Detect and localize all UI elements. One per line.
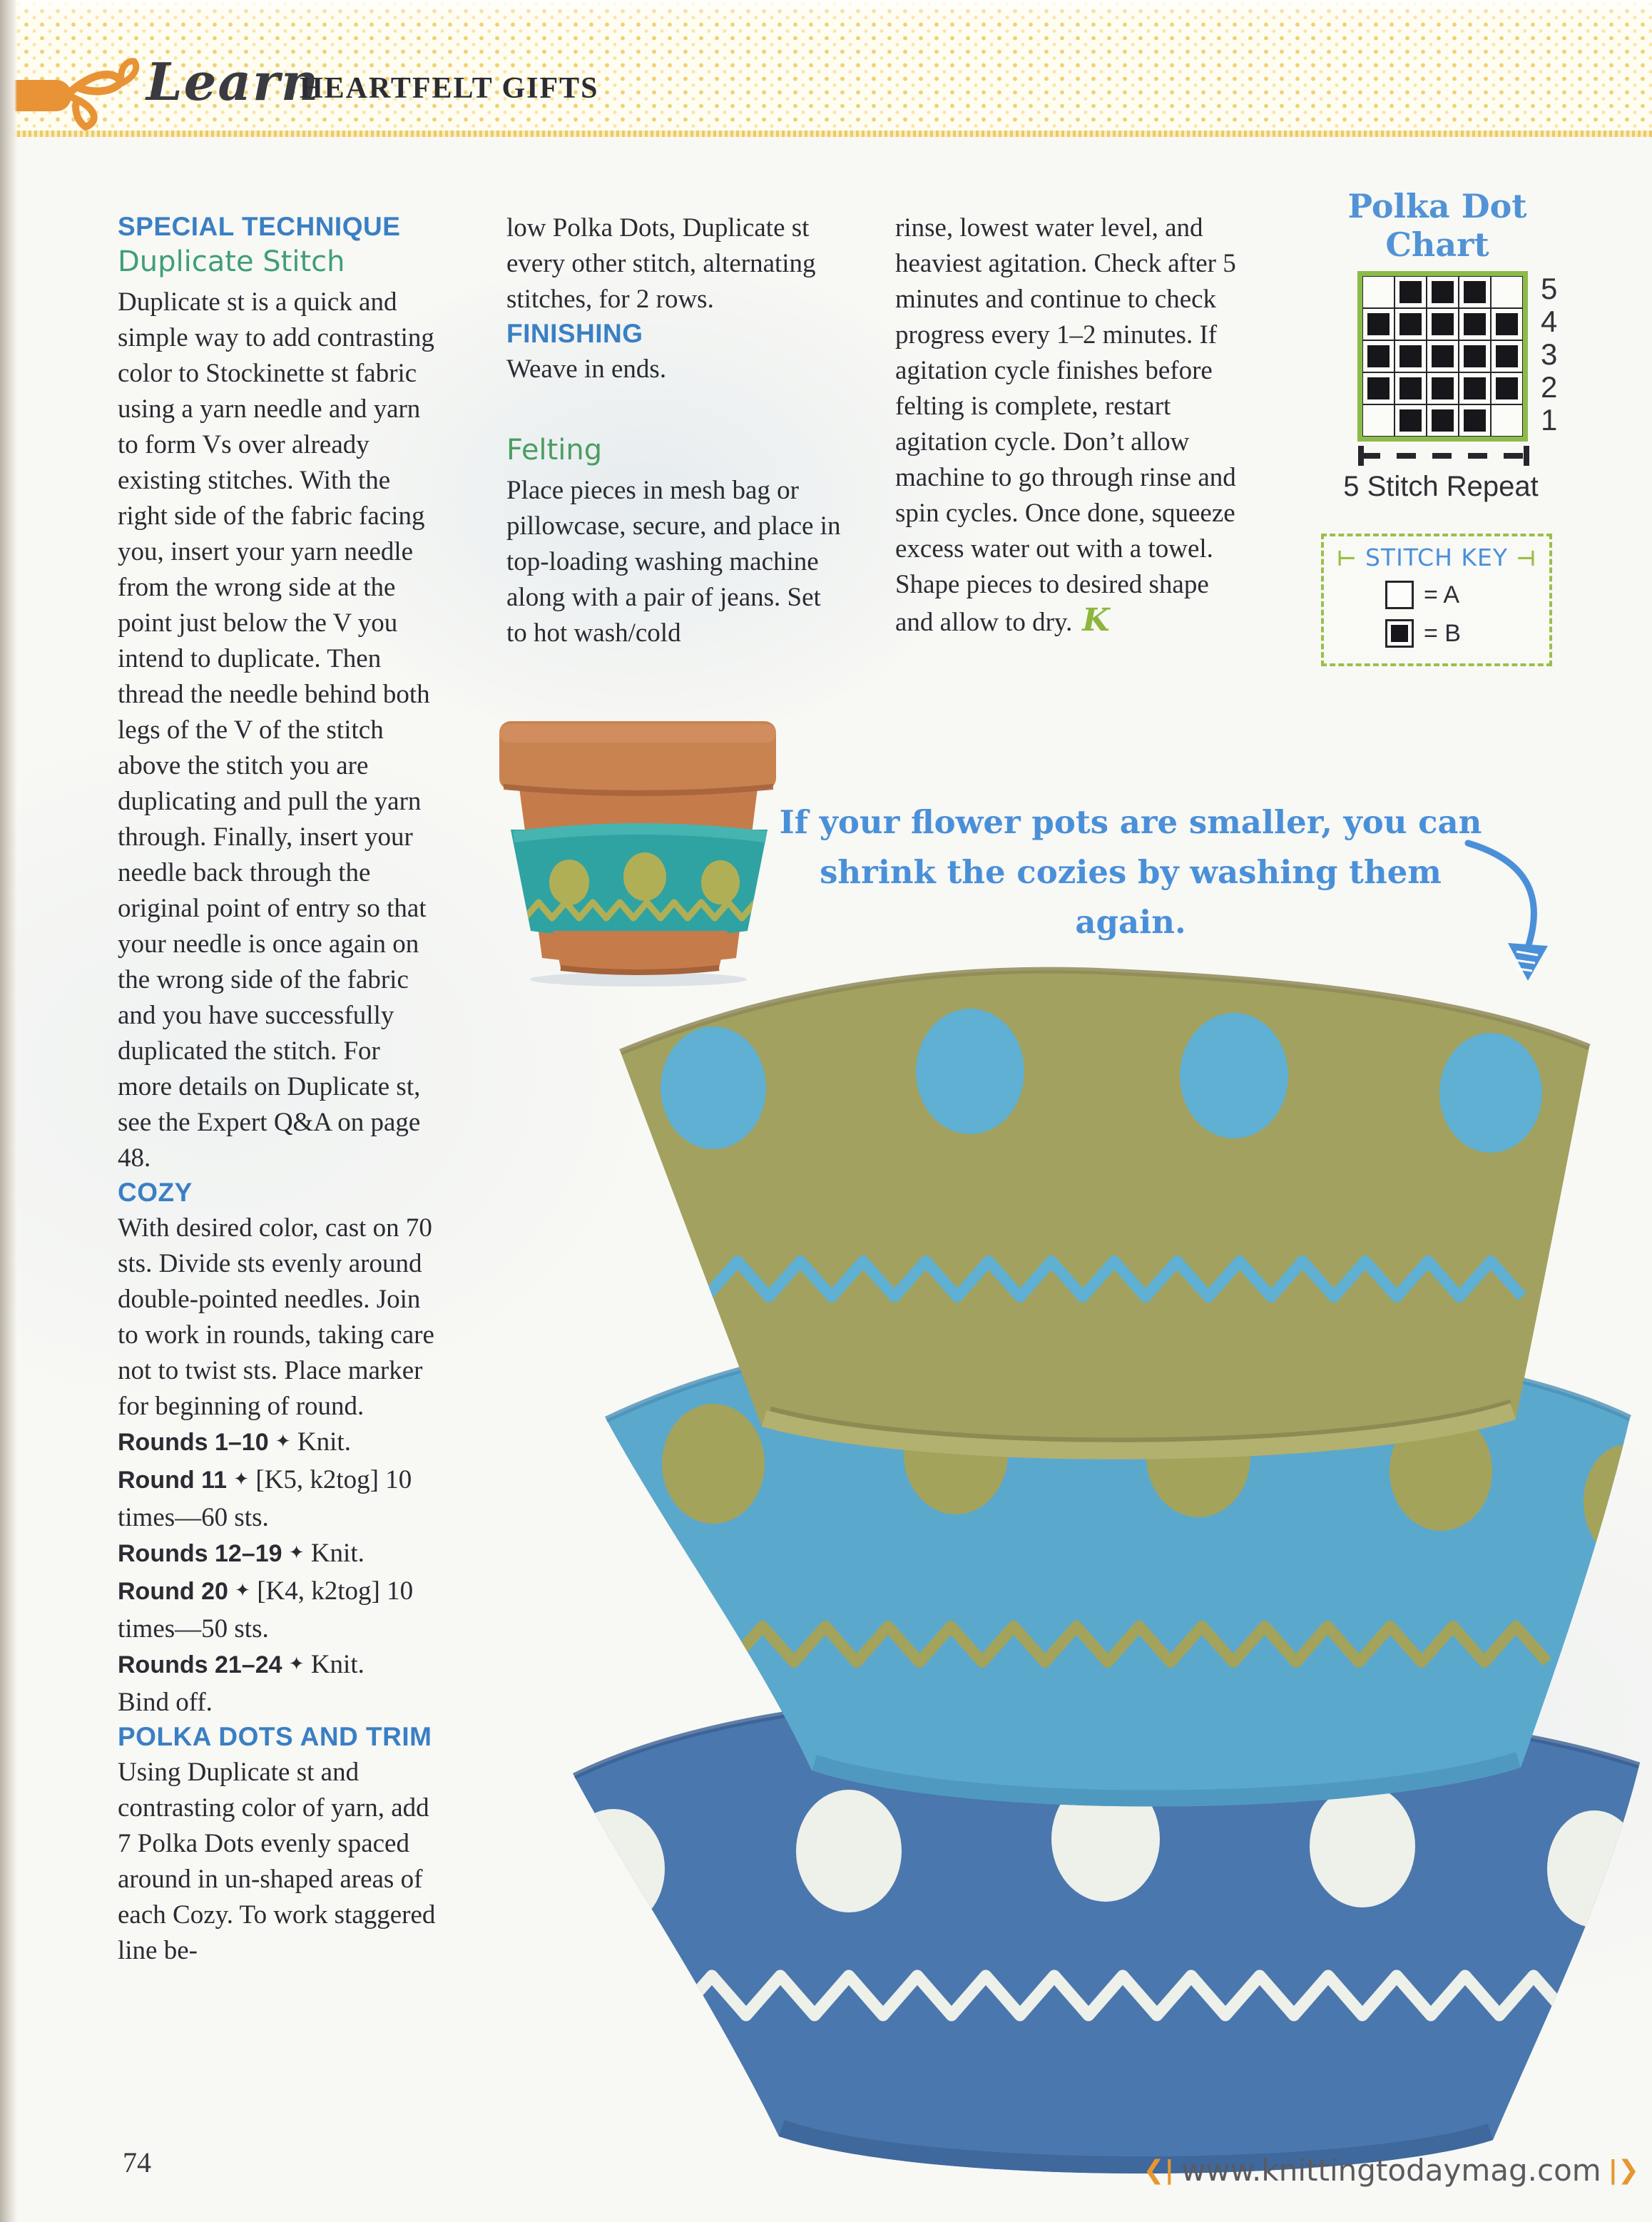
round-text: Knit.	[297, 1427, 351, 1457]
round-bullet-icon: ✦	[288, 1653, 305, 1675]
round-label: Rounds 21–24	[118, 1651, 282, 1678]
felting-continuation-text: rinse, lowest water level, and heaviest agitation. Check after 5 minutes and continue to check progress every 1–2 minutes. If agitation cycle finishes before felting is complete, restart agitation cycle. Don’t allow machine to go through rinse and spin cycles. Once done, squeeze excess water out with a towel. Shape pieces to desired shape and allow to dry.	[895, 213, 1236, 637]
stitch-key-label-b: = B	[1424, 619, 1461, 647]
filled-square-icon	[1385, 619, 1414, 648]
round-bullet-icon: ✦	[233, 1469, 250, 1490]
footer-website-text: www.knittingtodaymag.com	[1181, 2153, 1601, 2188]
chart-cell-b	[1459, 308, 1491, 340]
chart-row-number: 1	[1541, 403, 1558, 437]
footer-website	[1143, 2153, 1639, 2188]
chart-cell-b	[1427, 372, 1459, 404]
round-instruction	[118, 1574, 437, 1647]
chart-cell-b	[1394, 340, 1427, 372]
chart-row-number: 4	[1541, 305, 1558, 338]
header-rule	[0, 131, 1652, 137]
felting-subheading: Felting	[506, 434, 603, 467]
chart-row-number: 2	[1541, 370, 1558, 404]
cozies-photo	[492, 920, 1652, 2204]
chart-cell-b	[1427, 340, 1459, 372]
header-fade	[0, 0, 1652, 19]
tip-line2: shrink the cozies by washing them again.	[820, 853, 1442, 941]
special-technique-body: Duplicate st is a quick and simple way to add contrasting color to Stockinette st fabric using a yarn needle and yarn to form Vs over already existing stitches. With the right side of the fabric facing you, insert your yarn needle from the wrong side at the point just below the V you intend to duplicate. Then thread the needle behind both legs of the V of the stitch above the stitch you are duplicating and pull the yarn through. Finally, insert your needle back through the original point of entry so that your needle is once again on the wrong side of the fabric and you have successfully duplicated the stitch. For more details on Duplicate st, see the Expert Q&A on page 48.	[118, 287, 434, 1173]
round-bullet-icon: ✦	[275, 1431, 291, 1452]
chart-cell-b	[1362, 340, 1394, 372]
chart-title-line2: Chart	[1385, 225, 1489, 264]
round-instruction	[118, 1462, 437, 1536]
round-instruction	[118, 1647, 437, 1685]
chart-cell-b	[1459, 276, 1491, 308]
stitch-key-entry-a	[1385, 581, 1459, 609]
page-spine-edge	[0, 0, 17, 2222]
header-title: HEARTFELT GIFTS	[300, 72, 599, 105]
column-right	[895, 210, 1241, 641]
chart-cell-b	[1394, 404, 1427, 437]
stitch-repeat-bracket	[1355, 444, 1532, 468]
finishing-heading: FINISHING	[506, 319, 643, 348]
bind-off-text: Bind off.	[118, 1688, 213, 1717]
page-number: 74	[123, 2146, 151, 2178]
chart-cell-b	[1394, 308, 1427, 340]
round-label: Rounds 12–19	[118, 1540, 282, 1567]
cozy-intro: With desired color, cast on 70 sts. Divide sts evenly around double-pointed needles. Join to work in rounds, taking care not to twist sts. Place marker for beginning of round.	[118, 1213, 434, 1421]
chart-cell-b	[1459, 404, 1491, 437]
chart-title	[1316, 187, 1559, 264]
chart-title-line1: Polka Dot	[1347, 187, 1527, 225]
polka-continuation: low Polka Dots, Duplicate st every other stitch, alternating stitches, for 2 rows.	[506, 213, 816, 314]
polka-dots-heading: POLKA DOTS AND TRIM	[118, 1722, 432, 1751]
end-of-article-k-icon: K	[1082, 602, 1110, 638]
page-header	[0, 0, 1652, 131]
column-left	[118, 210, 437, 1969]
chart-cell-a	[1491, 276, 1523, 308]
cozy-heading: COZY	[118, 1178, 193, 1207]
chart-cell-a	[1491, 404, 1523, 437]
spacer	[506, 387, 845, 433]
round-label: Round 11	[118, 1467, 228, 1494]
chart-cell-b	[1459, 372, 1491, 404]
chart-cell-a	[1362, 404, 1394, 437]
chart-cell-b	[1362, 308, 1394, 340]
round-label: Round 20	[118, 1578, 228, 1605]
felting-body: Place pieces in mesh bag or pillowcase, secure, and place in top-loading washing machine along with a pair of jeans. Set to hot wash/cold	[506, 476, 841, 648]
round-text: Knit.	[310, 1539, 364, 1568]
chart-grid	[1362, 276, 1523, 437]
chart-cell-b	[1491, 308, 1523, 340]
stitch-key-title-text: STITCH KEY	[1365, 544, 1509, 571]
stitch-key-box	[1321, 534, 1552, 666]
round-text: [K4, k2tog] 10 times—50 sts.	[118, 1576, 414, 1643]
chart-cell-b	[1427, 276, 1459, 308]
empty-square-icon	[1385, 581, 1414, 609]
chart-cell-a	[1362, 276, 1394, 308]
round-bullet-icon: ✦	[235, 1580, 250, 1601]
chart-cell-b	[1394, 372, 1427, 404]
yarn-skein-icon	[0, 50, 150, 139]
round-instruction	[118, 1425, 437, 1462]
round-instruction	[118, 1536, 437, 1574]
chart-cell-b	[1427, 404, 1459, 437]
chart-cell-b	[1459, 340, 1491, 372]
polka-dots-body: Using Duplicate st and contrasting color of yarn, add 7 Polka Dots evenly spaced around in un-shaped areas of each Cozy. To work staggered line be-	[118, 1758, 436, 1965]
chart-cell-b	[1491, 340, 1523, 372]
stitch-key-tick-right: ⊣	[1516, 546, 1536, 571]
round-text: [K5, k2tog] 10 times—60 sts.	[118, 1465, 412, 1532]
chart-row-number: 3	[1541, 337, 1558, 371]
stitch-key-entry-b	[1385, 619, 1461, 648]
chart-row-numbers	[1541, 272, 1557, 437]
section-name: Learn	[146, 51, 320, 112]
chart-cell-b	[1427, 308, 1459, 340]
felting-continuation	[895, 210, 1241, 641]
round-bullet-icon: ✦	[288, 1542, 305, 1564]
polka-dot-chart	[1357, 271, 1528, 442]
finishing-body: Weave in ends.	[506, 355, 667, 384]
chart-row-number: 5	[1541, 272, 1558, 305]
stitch-repeat-label: 5 Stitch Repeat	[1343, 471, 1539, 502]
round-label: Rounds 1–10	[118, 1429, 269, 1456]
chart-cell-b	[1362, 372, 1394, 404]
footer-ornament-right-icon: |❯	[1608, 2156, 1639, 2185]
stitch-key-title	[1324, 544, 1549, 571]
chart-cell-b	[1491, 372, 1523, 404]
footer-ornament-left-icon: ❮|	[1143, 2156, 1174, 2185]
stitch-key-tick-left: ⊢	[1337, 546, 1357, 571]
tip-line1: If your flower pots are smaller, you can	[779, 803, 1482, 841]
column-middle	[506, 210, 845, 651]
chart-cell-b	[1394, 276, 1427, 308]
round-text: Knit.	[310, 1650, 364, 1679]
special-technique-heading: SPECIAL TECHNIQUE	[118, 212, 401, 241]
duplicate-stitch-subheading: Duplicate Stitch	[118, 245, 345, 278]
cozy-olive	[621, 970, 1589, 1459]
stitch-key-label-a: = A	[1424, 581, 1460, 608]
